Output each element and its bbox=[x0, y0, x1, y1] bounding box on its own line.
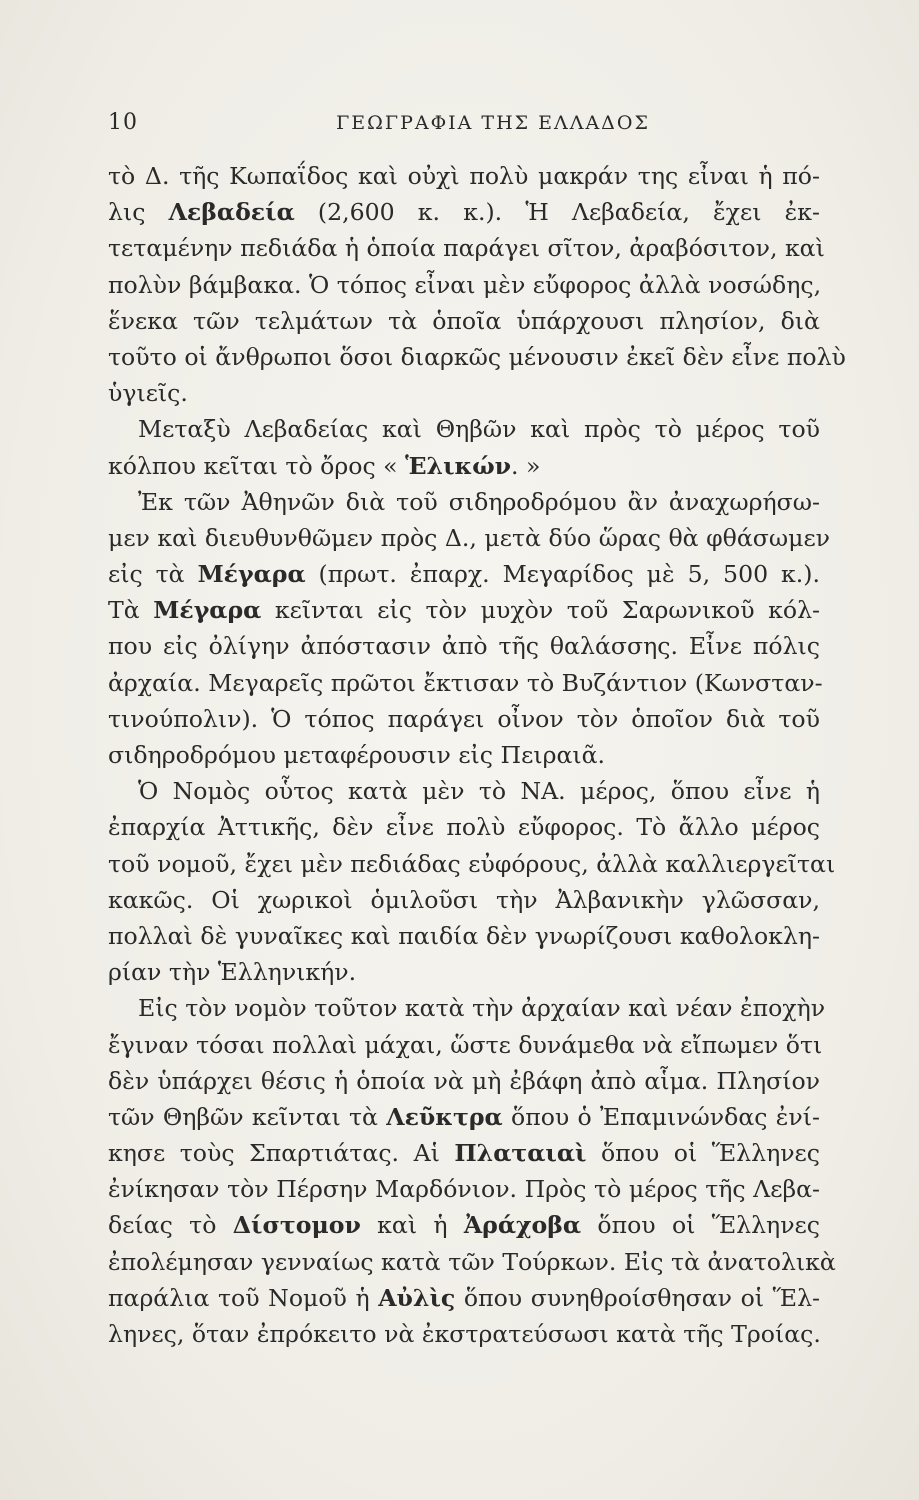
place-name: Ἀράχοβα bbox=[463, 1211, 582, 1240]
text-line bbox=[108, 556, 820, 592]
text-run: Τὰ bbox=[108, 596, 154, 625]
place-name: Λεῦκτρα bbox=[386, 1102, 503, 1131]
paragraph bbox=[108, 158, 846, 411]
text-line bbox=[108, 882, 820, 918]
text-run: δείας τὸ bbox=[108, 1211, 233, 1240]
text-line bbox=[108, 411, 820, 447]
text-run: κόλπου κεῖται τὸ ὄρος « bbox=[108, 451, 406, 480]
paragraph bbox=[108, 411, 820, 483]
text-run: πολλαὶ δὲ γυναῖκες καὶ παιδία δὲν γνωρίζουσι καθολοκλη- bbox=[108, 921, 820, 950]
text-run: τοῦτο οἱ ἄνθρωποι ὅσοι διαρκῶς μένουσιν ἐκεῖ δὲν εἶνε πολὺ bbox=[108, 342, 846, 371]
text-run: τὸ Δ. τῆς Κωπαΐδος καὶ οὐχὶ πολὺ μακράν της εἶναι ἡ πό- bbox=[108, 162, 820, 190]
place-name: Λεβαδεία bbox=[168, 198, 295, 227]
text-line bbox=[108, 665, 823, 701]
page-body bbox=[108, 158, 846, 1352]
text-line bbox=[108, 592, 820, 628]
page-number: 10 bbox=[108, 110, 138, 135]
text-line bbox=[108, 339, 846, 375]
text-run: τῶν Θηβῶν κεῖνται τὰ bbox=[108, 1102, 387, 1131]
text-run: πολὺν βάμβακα. Ὁ τόπος εἶναι μὲν εὔφορος ἀλλὰ νοσώδης, bbox=[108, 270, 822, 299]
text-run: ὅπου οἱ Ἕλληνες bbox=[586, 1139, 820, 1168]
text-line bbox=[108, 375, 820, 411]
text-line bbox=[108, 1316, 820, 1352]
text-run: ὅπου ὁ Ἐπαμινώνδας ἐνί- bbox=[502, 1102, 820, 1131]
running-title: ΓΕΩΓΡΑΦΙΑ ΤΗΣ ΕΛΛΑΔΟΣ bbox=[336, 112, 650, 134]
text-run: ἕνεκα τῶν τελμάτων τὰ ὁποῖα ὑπάρχουσι πλησίον, διὰ bbox=[108, 306, 820, 335]
text-line bbox=[108, 1171, 820, 1207]
text-line bbox=[108, 809, 820, 845]
place-name: Αὐλὶς bbox=[378, 1283, 456, 1312]
text-run: σιδηροδρόμου μεταφέρουσιν εἰς Πειραιᾶ. bbox=[108, 741, 606, 769]
text-line bbox=[108, 520, 831, 556]
text-run: ὅπου οἱ Ἕλληνες bbox=[581, 1211, 820, 1240]
text-line bbox=[108, 194, 820, 230]
text-line bbox=[108, 846, 836, 882]
text-line bbox=[108, 773, 820, 809]
text-line bbox=[108, 628, 820, 664]
text-line bbox=[108, 303, 820, 339]
text-run: Μεταξὺ Λεβαδείας καὶ Θηβῶν καὶ πρὸς τὸ μέρος τοῦ bbox=[138, 415, 820, 444]
text-line bbox=[108, 1207, 820, 1243]
text-line bbox=[108, 701, 820, 737]
text-run: ἐπολέμησαν γενναίως κατὰ τῶν Τούρκων. Εἰς τὰ ἀνατολικὰ bbox=[108, 1247, 836, 1276]
text-line bbox=[108, 1099, 820, 1135]
text-run: τοῦ νομοῦ, ἔχει μὲν πεδιάδας εὐφόρους, ἀλλὰ καλλιεργεῖται bbox=[108, 849, 836, 878]
place-name: Δίστομον bbox=[232, 1211, 361, 1240]
text-line bbox=[108, 448, 820, 484]
text-run: (2,600 κ. κ.). Ἡ Λεβαδεία, ἔχει ἐκ- bbox=[294, 198, 820, 227]
text-run: ρίαν τὴν Ἑλληνικήν. bbox=[108, 958, 357, 987]
text-run: (πρωτ. ἐπαρχ. Μεγαρίδος μὲ 5, 500 κ.). bbox=[305, 560, 820, 589]
paragraph bbox=[108, 484, 831, 774]
text-run: . » bbox=[511, 451, 541, 480]
text-run: Εἰς τὸν νομὸν τοῦτον κατὰ τὴν ἀρχαίαν καὶ νέαν ἐποχὴν bbox=[138, 994, 826, 1023]
text-run: ἐπαρχία Ἀττικῆς, δὲν εἶνε πολὺ εὔφορος. Τὸ ἄλλο μέρος bbox=[108, 813, 820, 842]
text-line bbox=[108, 484, 820, 520]
text-run: ἐνίκησαν τὸν Πέρσην Μαρδόνιον. Πρὸς τὸ μέρος τῆς Λεβα- bbox=[108, 1175, 820, 1204]
text-run: καὶ ἡ bbox=[360, 1211, 464, 1240]
paragraph bbox=[108, 990, 836, 1352]
text-line bbox=[108, 1280, 820, 1316]
text-line bbox=[108, 737, 820, 773]
text-run: τινούπολιν). Ὁ τόπος παράγει οἶνον τὸν ὁποῖον διὰ τοῦ bbox=[108, 704, 820, 733]
place-name: Ἑλικών bbox=[405, 451, 512, 480]
text-run: κακῶς. Οἱ χωρικοὶ ὁμιλοῦσι τὴν Ἀλβανικὴν γλῶσσαν, bbox=[108, 885, 820, 914]
text-line bbox=[108, 990, 826, 1026]
text-run: Ὁ Νομὸς οὗτος κατὰ μὲν τὸ ΝΑ. μέρος, ὅπου εἶνε ἡ bbox=[138, 777, 820, 806]
text-run: ἔγιναν τόσαι πολλαὶ μάχαι, ὥστε δυνάμεθα νὰ εἴπωμεν ὅτι bbox=[108, 1030, 823, 1059]
text-run: παράλια τοῦ Νομοῦ ἡ bbox=[108, 1283, 379, 1312]
place-name: Πλαταιαὶ bbox=[454, 1139, 587, 1168]
text-line bbox=[108, 918, 820, 954]
text-run: δὲν ὑπάρχει θέσις ἡ ὁποία νὰ μὴ ἐβάφη ἀπὸ αἷμα. Πλησίον bbox=[108, 1066, 820, 1095]
text-line bbox=[108, 1244, 836, 1280]
paragraph bbox=[108, 773, 836, 990]
text-run: μεν καὶ διευθυνθῶμεν πρὸς Δ., μετὰ δύο ὥρας θὰ φθάσωμεν bbox=[108, 523, 831, 552]
text-run: που εἰς ὀλίγην ἀπόστασιν ἀπὸ τῆς θαλάσσης. Εἶνε πόλις bbox=[108, 632, 820, 661]
text-line bbox=[108, 954, 820, 990]
text-line bbox=[108, 1135, 820, 1171]
text-run: τεταμένην πεδιάδα ἡ ὁποία παράγει σῖτον, ἀραβόσιτον, καὶ bbox=[108, 234, 825, 263]
text-run: ὅπου συνηθροίσθησαν οἱ Ἕλ- bbox=[455, 1283, 820, 1312]
text-run: ἀρχαία. Μεγαρεῖς πρῶτοι ἔκτισαν τὸ Βυζάντιον (Κωνσταν- bbox=[108, 668, 823, 697]
text-run: ληνες, ὅταν ἐπρόκειτο νὰ ἐκστρατεύσωσι κατὰ τῆς Τροίας. bbox=[108, 1320, 821, 1348]
place-name: Μέγαρα bbox=[197, 560, 306, 589]
text-run: κησε τοὺς Σπαρτιάτας. Αἱ bbox=[108, 1139, 455, 1168]
text-line bbox=[108, 267, 820, 303]
page-header bbox=[108, 110, 820, 146]
text-line bbox=[108, 1063, 820, 1099]
text-run: λις bbox=[108, 198, 169, 227]
text-run: κεῖνται εἰς τὸν μυχὸν τοῦ Σαρωνικοῦ κόλ- bbox=[261, 596, 820, 625]
place-name: Μέγαρα bbox=[153, 596, 262, 625]
text-line bbox=[108, 230, 825, 266]
text-run: Ἐκ τῶν Ἀθηνῶν διὰ τοῦ σιδηροδρόμου ἂν ἀναχωρήσω- bbox=[138, 487, 820, 516]
text-run: ὑγιεῖς. bbox=[108, 379, 188, 408]
text-line bbox=[108, 1027, 823, 1063]
text-line bbox=[108, 158, 820, 194]
text-run: εἰς τὰ bbox=[108, 560, 198, 589]
